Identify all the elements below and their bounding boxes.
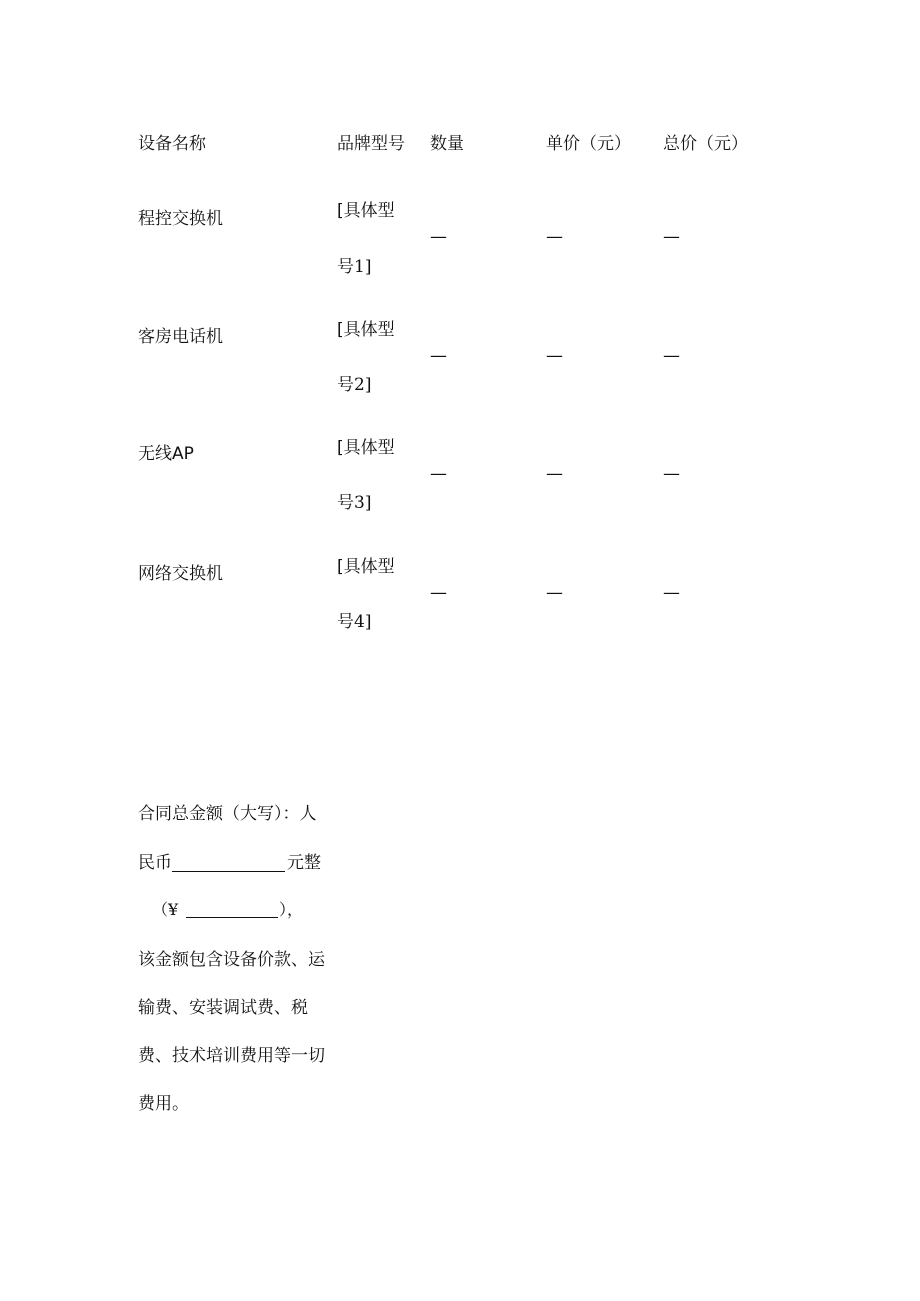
row-unit-price: — (546, 583, 563, 603)
row-model-line1: [具体型 (337, 320, 395, 340)
row-quantity: — (430, 346, 447, 366)
row-model-line1: [具体型 (337, 557, 395, 577)
contract-line-3-open: （¥ (152, 900, 179, 919)
row-total-price: — (663, 346, 680, 366)
row-equipment-name: 网络交换机 (138, 564, 223, 584)
row-quantity: — (430, 583, 447, 603)
row-total-price: — (663, 464, 680, 484)
row-equipment-name: 程控交换机 (138, 209, 223, 229)
row-quantity: — (430, 227, 447, 247)
row-quantity: — (430, 464, 447, 484)
row-unit-price: — (546, 227, 563, 247)
row-model-line1: [具体型 (337, 201, 395, 221)
row-total-price: — (663, 227, 680, 247)
contract-line-4: 该金额包含设备价款、运 (138, 950, 325, 970)
header-equipment-name: 设备名称 (138, 134, 206, 154)
header-brand-model: 品牌型号 (337, 134, 405, 154)
contract-line-5: 输费、安装调试费、税 (138, 998, 308, 1018)
header-quantity: 数量 (430, 134, 464, 154)
amount-words-blank[interactable] (172, 871, 285, 872)
contract-line-3-close: ）， (279, 900, 304, 919)
row-model-line2: 号3] (337, 493, 372, 513)
row-total-price: — (663, 583, 680, 603)
amount-figures-blank[interactable] (186, 917, 278, 918)
row-model-line2: 号4] (337, 612, 372, 632)
row-unit-price: — (546, 464, 563, 484)
header-unit-price: 单价（元） (546, 134, 631, 154)
row-model-line1: [具体型 (337, 438, 395, 458)
row-model-line2: 号1] (337, 257, 372, 277)
contract-line-2-suffix: 元整 (287, 853, 321, 873)
row-model-line2: 号2] (337, 375, 372, 395)
row-equipment-name: 无线AP (138, 444, 194, 464)
contract-line-6: 费、技术培训费用等一切 (138, 1046, 325, 1066)
row-unit-price: — (546, 346, 563, 366)
contract-line-2-prefix: 民币 (138, 853, 172, 873)
row-equipment-name: 客房电话机 (138, 327, 223, 347)
contract-line-1: 合同总金额（大写）：人 (138, 804, 317, 824)
header-total-price: 总价（元） (663, 134, 748, 154)
contract-line-7: 费用。 (138, 1094, 189, 1114)
